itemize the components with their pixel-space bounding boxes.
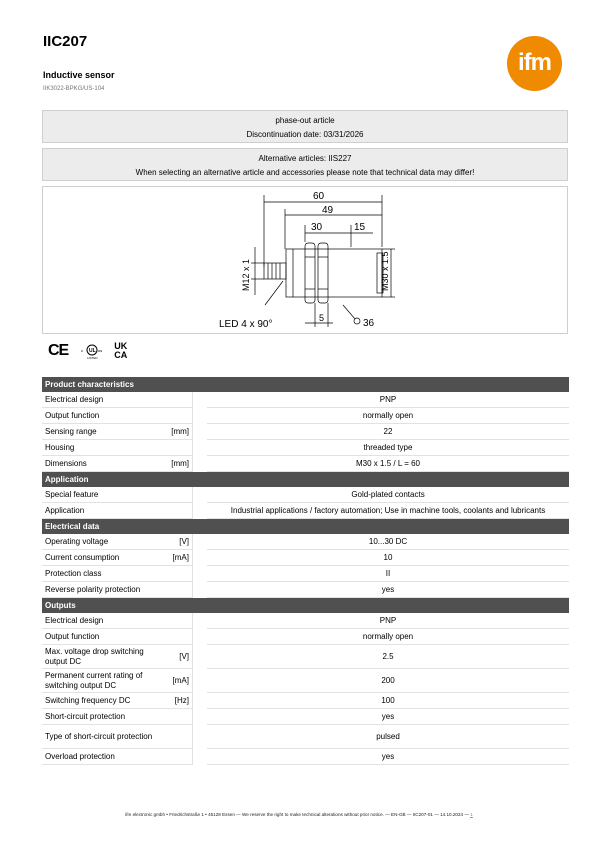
spec-row — [42, 392, 569, 408]
dim-m30-label: M30 x 1.5 — [380, 251, 390, 291]
spec-row — [42, 503, 569, 519]
spec-gap — [193, 693, 208, 709]
spec-unit — [166, 503, 193, 519]
spec-label: Electrical design — [42, 613, 166, 629]
phase-out-notice — [42, 110, 568, 143]
spec-value: 22 — [207, 424, 569, 440]
ul-listed-icon — [80, 344, 102, 358]
spec-gap — [193, 725, 208, 749]
spec-label: Operating voltage — [42, 534, 166, 550]
led-label: LED 4 x 90° — [219, 319, 273, 330]
spec-unit: [mA] — [166, 550, 193, 566]
spec-gap — [193, 534, 208, 550]
section-title: Application — [42, 472, 569, 488]
spec-unit — [166, 725, 193, 749]
spec-label: Output function — [42, 629, 166, 645]
spec-row — [42, 725, 569, 749]
spec-value: PNP — [207, 392, 569, 408]
spec-row — [42, 613, 569, 629]
spec-unit: [mm] — [166, 456, 193, 472]
spec-value: Gold-plated contacts — [207, 487, 569, 503]
section-title: Electrical data — [42, 519, 569, 535]
spec-gap — [193, 749, 208, 765]
spec-value: PNP — [207, 613, 569, 629]
page-footer — [0, 812, 598, 817]
ul-us: us — [98, 348, 103, 353]
spec-row — [42, 749, 569, 765]
spec-value: II — [207, 566, 569, 582]
spec-label: Reverse polarity protection — [42, 582, 166, 598]
spec-row — [42, 645, 569, 669]
spec-row — [42, 440, 569, 456]
spec-row — [42, 456, 569, 472]
spec-unit — [166, 440, 193, 456]
section-header-outputs — [42, 598, 569, 614]
ul-c: c — [81, 348, 84, 353]
spec-gap — [193, 550, 208, 566]
dim-m12-label: M12 x 1 — [241, 258, 251, 291]
ce-mark: CE — [48, 342, 69, 359]
ul-listed: LISTED — [87, 356, 98, 360]
spec-unit — [166, 613, 193, 629]
dimension-drawing — [42, 186, 568, 334]
alternative-line-1: Alternative articles: IIS227 — [258, 154, 352, 163]
ifm-logo — [507, 36, 562, 91]
spec-row — [42, 629, 569, 645]
page-number: 1 — [470, 812, 473, 817]
ul-listed-svg — [80, 344, 104, 360]
spec-row — [42, 550, 569, 566]
spec-unit — [166, 749, 193, 765]
dim-49-label: 49 — [322, 205, 334, 216]
spec-value: 10 — [207, 550, 569, 566]
spec-unit: [V] — [166, 645, 193, 669]
spec-label: Electrical design — [42, 392, 166, 408]
spec-label: Dimensions — [42, 456, 166, 472]
dim-15-label: 15 — [354, 222, 366, 233]
ukca-mark — [114, 342, 134, 360]
spec-label: Switching frequency DC — [42, 693, 166, 709]
spec-label: Max. voltage drop switching output DC — [42, 645, 166, 669]
spec-gap — [193, 629, 208, 645]
spec-gap — [193, 645, 208, 669]
spec-value: 10...30 DC — [207, 534, 569, 550]
spec-label: Permanent current rating of switching output DC — [42, 669, 166, 693]
spec-label: Output function — [42, 408, 166, 424]
spec-value: yes — [207, 749, 569, 765]
spec-label: Protection class — [42, 566, 166, 582]
spec-value: 200 — [207, 669, 569, 693]
spec-row — [42, 534, 569, 550]
spec-label: Type of short-circuit protection — [42, 725, 166, 749]
spec-gap — [193, 440, 208, 456]
ukca-line-2: CA — [114, 350, 128, 360]
dim-5-label: 5 — [319, 313, 325, 323]
spec-row — [42, 424, 569, 440]
spec-gap — [193, 709, 208, 725]
section-title: Product characteristics — [42, 377, 569, 392]
spec-gap — [193, 669, 208, 693]
certification-marks — [48, 340, 134, 362]
footer-text: ifm electronic gmbh • Friedrichstraße 1 • 45128 Essen — We reserve the right to make technical alterations without prior notice. — EN-GB — IIC207-01 — 14.10.2024 — — [125, 812, 469, 817]
spec-row — [42, 669, 569, 693]
spec-unit — [166, 487, 193, 503]
spec-value: threaded type — [207, 440, 569, 456]
alternative-notice — [42, 148, 568, 181]
spec-row — [42, 693, 569, 709]
spec-value: normally open — [207, 408, 569, 424]
section-header-application — [42, 472, 569, 488]
svg-text:UL: UL — [89, 348, 96, 354]
spec-label: Special feature — [42, 487, 166, 503]
logo-text: ifm — [518, 49, 551, 76]
spec-gap — [193, 503, 208, 519]
spec-unit — [166, 629, 193, 645]
spec-unit — [166, 392, 193, 408]
spec-value: yes — [207, 709, 569, 725]
spec-gap — [193, 456, 208, 472]
spec-unit — [166, 408, 193, 424]
ukca-line-1: UK — [114, 341, 128, 351]
product-subtitle: Inductive sensor — [43, 70, 115, 80]
spec-unit — [166, 582, 193, 598]
product-title: IIC207 — [43, 33, 88, 50]
spec-row — [42, 408, 569, 424]
dim-36-label: 36 — [363, 318, 375, 329]
spec-row — [42, 709, 569, 725]
notice-line-1: phase-out article — [275, 116, 335, 125]
spec-label: Current consumption — [42, 550, 166, 566]
spec-unit: [mm] — [166, 424, 193, 440]
spec-row — [42, 566, 569, 582]
section-header-electrical — [42, 519, 569, 535]
spec-gap — [193, 613, 208, 629]
spec-value: 100 — [207, 693, 569, 709]
article-number: IIK3022-BPKG/US-104 — [43, 86, 105, 92]
spec-gap — [193, 408, 208, 424]
spec-table — [42, 377, 569, 765]
spec-gap — [193, 392, 208, 408]
dim-30-label: 30 — [311, 222, 323, 233]
spec-gap — [193, 566, 208, 582]
spec-value: 2.5 — [207, 645, 569, 669]
spec-label: Application — [42, 503, 166, 519]
spec-label: Sensing range — [42, 424, 166, 440]
spec-label: Short-circuit protection — [42, 709, 166, 725]
dim-60-label: 60 — [313, 191, 325, 202]
notice-line-2: Discontinuation date: 03/31/2026 — [246, 130, 364, 139]
spec-label: Overload protection — [42, 749, 166, 765]
spec-gap — [193, 582, 208, 598]
spec-gap — [193, 487, 208, 503]
spec-row — [42, 582, 569, 598]
alternative-line-2: When selecting an alternative article and accessories please note that technical data may differ! — [135, 168, 475, 177]
spec-unit: [mA] — [166, 669, 193, 693]
sensor-drawing-svg — [43, 187, 567, 333]
spec-value: yes — [207, 582, 569, 598]
spec-value: M30 x 1.5 / L = 60 — [207, 456, 569, 472]
section-title: Outputs — [42, 598, 569, 614]
spec-row — [42, 487, 569, 503]
spec-value: normally open — [207, 629, 569, 645]
spec-label: Housing — [42, 440, 166, 456]
spec-unit: [V] — [166, 534, 193, 550]
spec-unit — [166, 709, 193, 725]
spec-unit — [166, 566, 193, 582]
spec-unit: [Hz] — [166, 693, 193, 709]
spec-gap — [193, 424, 208, 440]
spec-value: Industrial applications / factory automation; Use in machine tools, coolants and lubricants — [207, 503, 569, 519]
spec-value: pulsed — [207, 725, 569, 749]
section-header-product — [42, 377, 569, 392]
